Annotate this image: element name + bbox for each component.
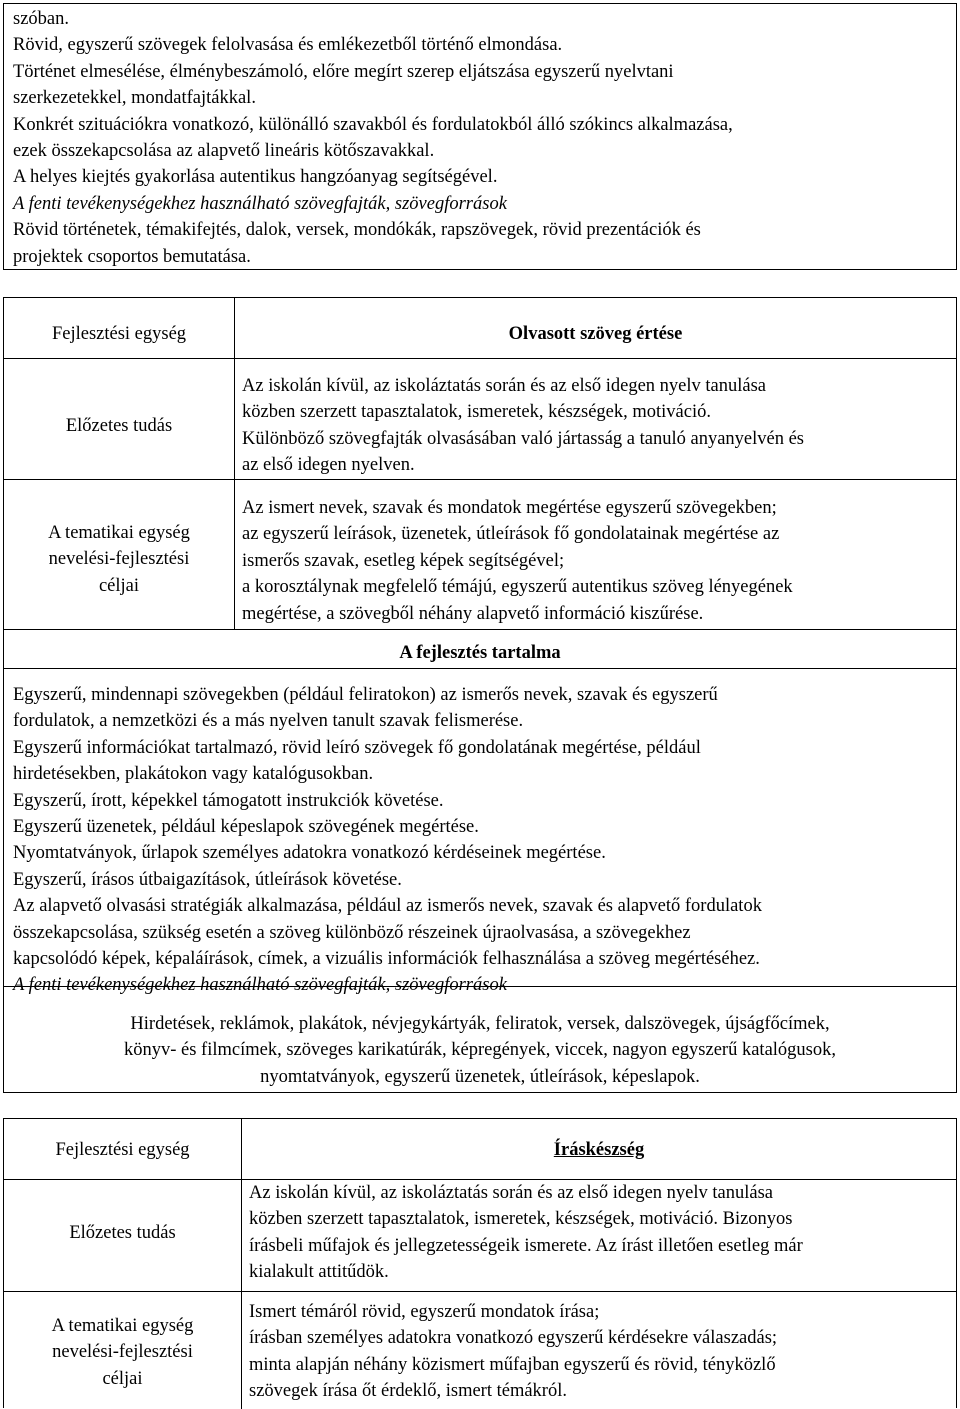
goals-line: az egyszerű leírások, üzenetek, útleírások fő gondolatainak megértése az — [242, 524, 780, 545]
content-line: összekapcsolása, szükség esetén a szöveg különböző részeinek újraolvasása, a szövegekhez — [13, 922, 691, 943]
intro-text — [13, 6, 733, 270]
goals-label-line: nevelési-fejlesztési — [48, 549, 190, 570]
content-heading: A fejlesztés tartalma — [399, 643, 561, 663]
intro-line: Konkrét szituációkra vonatkozó, különálló szavakból és fordulatokból álló szókincs alkalmazása, — [13, 114, 733, 135]
goals-line: ismerős szavak, esetleg képek segítségével; — [242, 550, 565, 571]
intro-line: A helyes kiejtés gyakorlása autentikus hangzóanyag segítségével. — [13, 167, 498, 188]
prior-knowledge-text — [249, 1180, 803, 1286]
prior-knowledge-text — [242, 373, 804, 479]
intro-line: Rövid, egyszerű szövegek felolvasása és emlékezetből történő elmondása. — [13, 35, 563, 56]
content-line: Egyszerű információkat tartalmazó, rövid leíró szövegek fő gondolatának megértése, például — [13, 737, 701, 758]
goals-line: a korosztálynak megfelelő témájú, egyszerű autentikus szöveg lényegének — [242, 577, 793, 598]
content-line: Nyomtatványok, űrlapok személyes adatokra vonatkozó kérdéseinek megértése. — [13, 843, 606, 864]
goals-label-line: A tematikai egység — [51, 1316, 194, 1336]
content-line: Egyszerű, írott, képekkel támogatott instrukciók követése. — [13, 790, 444, 811]
unit-title: Olvasott szöveg értése — [508, 324, 683, 344]
goals-line: megértése, a szövegből néhány alapvető információ kiszűrése. — [242, 603, 704, 624]
goals-line: minta alapján néhány közismert műfajban egyszerű és rövid, tényközlő — [249, 1354, 776, 1375]
sources-line: projektek csoportos bemutatása. — [13, 246, 251, 267]
prior-line: közben szerzett tapasztalatok, ismeretek, készségek, motiváció. — [242, 402, 711, 423]
unit-title: Íráskészség — [553, 1140, 645, 1160]
goals-line: írásban személyes adatokra vonatkozó egyszerű kérdésekre válaszadás; — [249, 1328, 778, 1349]
row-divider — [4, 479, 956, 480]
sources-line: nyomtatványok, egyszerű üzenetek, útleírások, képeslapok. — [260, 1066, 700, 1087]
sources-heading: A fenti tevékenységekhez használható szövegfajták, szövegforrások — [13, 975, 507, 996]
sources-line: könyv- és filmcímek, szöveges karikatúrák, képregények, viccek, nagyon egyszerű katalógusok, — [123, 1040, 836, 1061]
goals-line: Ismert témáról rövid, egyszerű mondatok írása; — [249, 1302, 600, 1322]
prior-line: közben szerzett tapasztalatok, ismeretek, készségek, motiváció. Bizonyos — [249, 1209, 793, 1230]
content-line: fordulatok, a nemzetközi és a más nyelven tanult szavak felismerése. — [13, 711, 524, 732]
prior-line: Az iskolán kívül, az iskoláztatás során és az első idegen nyelv tanulása — [249, 1183, 773, 1203]
goals-label-line: céljai — [98, 575, 140, 596]
goals-line: szövegek írása őt érdeklő, ismert témákról. — [249, 1381, 567, 1402]
row-divider — [4, 1291, 956, 1292]
sources-text — [4, 1011, 956, 1090]
unit-label: Fejlesztési egység — [55, 1140, 190, 1160]
content-line: Egyszerű, mindennapi szövegekben (például feliratokon) az ismerős nevek, szavak és egyszerű — [13, 685, 718, 705]
content-line: Egyszerű, írásos útbaigazítások, útleírások követése. — [13, 869, 402, 890]
sources-line: Rövid történetek, témakifejtés, dalok, versek, mondókák, rapszövegek, rövid prezentációk és — [13, 220, 701, 241]
sources-heading: A fenti tevékenységekhez használható szövegfajták, szövegforrások — [13, 193, 507, 214]
intro-line: szóban. — [13, 9, 69, 29]
prior-knowledge-label: Előzetes tudás — [69, 1223, 176, 1243]
table-reading — [3, 297, 957, 1093]
intro-line: szerkezetekkel, mondatfajtákkal. — [13, 88, 256, 109]
content-line: hirdetésekben, plakátokon vagy katalógusokban. — [13, 764, 374, 785]
goals-text — [249, 1299, 777, 1405]
unit-label: Fejlesztési egység — [51, 324, 187, 344]
intro-line: Történet elmesélése, élménybeszámoló, előre megírt szerep eljátszása egyszerű nyelvtani — [13, 61, 674, 82]
intro-line: ezek összekapcsolása az alapvető lineáris kötőszavakkal. — [13, 141, 435, 162]
content-line: Az alapvető olvasási stratégiák alkalmazása, például az ismerős nevek, szavak és alapvető fordulatok — [13, 896, 762, 917]
goals-line: Az ismert nevek, szavak és mondatok megértése egyszerű szövegekben; — [242, 498, 777, 518]
prior-line: az első idegen nyelven. — [242, 455, 415, 476]
prior-knowledge-label: Előzetes tudás — [65, 416, 173, 436]
content-line: Egyszerű üzenetek, például képeslapok szövegének megértése. — [13, 817, 479, 838]
goals-label-line: nevelési-fejlesztési — [52, 1342, 193, 1363]
goals-label — [4, 1313, 241, 1392]
prior-line: Különböző szövegfajták olvasásában való jártasság a tanuló anyanyelvén és — [242, 428, 805, 449]
intro-box — [3, 3, 957, 270]
goals-text — [242, 495, 793, 627]
content-line: kapcsolódó képek, képaláírások, címek, a vizuális információk felhasználása a szöveg megértéséhez. — [13, 949, 760, 970]
content-text — [13, 682, 762, 999]
prior-line: kialakult attitűdök. — [249, 1262, 389, 1283]
prior-line: Az iskolán kívül, az iskoláztatás során és az első idegen nyelv tanulása — [242, 376, 766, 396]
goals-label-line: céljai — [102, 1368, 143, 1389]
row-divider — [4, 668, 956, 669]
goals-label-line: A tematikai egység — [48, 523, 190, 543]
table-writing — [3, 1118, 957, 1408]
sources-line: Hirdetések, reklámok, plakátok, névjegykártyák, feliratok, versek, dalszövegek, újságfőcímek, — [130, 1014, 830, 1034]
prior-line: írásbeli műfajok és jellegzetességeik ismerete. Az írást illetően esetleg már — [249, 1235, 803, 1256]
goals-label — [4, 520, 234, 599]
